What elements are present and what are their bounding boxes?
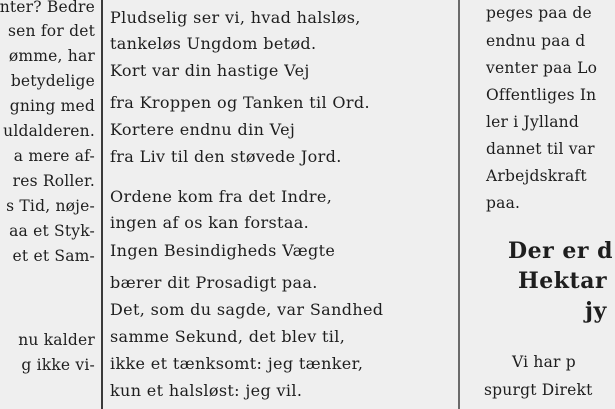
right-column-fragment [472,0,615,409]
left-text-line: g ikke vi- [21,356,95,374]
poem-line: ingen af os kan forstaa. [110,213,310,232]
left-text-line: gning med [9,97,95,115]
poem-line: kun et halsløst: jeg vil. [110,381,303,400]
headline-line: Der er d [508,238,613,264]
left-text-line: betydelige [10,72,95,90]
right-text-line: spurgt Direkt [484,381,593,399]
poem-line: fra Kroppen og Tanken til Ord. [110,93,370,112]
poem-line: bærer dit Prosadigt paa. [110,273,318,292]
left-text-line: res Roller. [12,172,95,190]
right-text-line: venter paa Lo [486,59,598,77]
right-text-line: Arbejdskraft [486,167,587,185]
left-text-line: nter? Bedre [0,0,95,16]
poem-line: Ingen Besindigheds Vægte [110,241,336,260]
right-text-line: peges paa de [486,4,592,22]
left-text-line: aa et Styk- [9,222,95,240]
poem-line: fra Liv til den støvede Jord. [110,147,342,166]
poem-line: Det, som du sagde, var Sandhed [110,300,384,319]
left-text-line: ømme, har [8,47,95,65]
left-text-line: nu kalder [18,331,95,349]
right-text-line: ler i Jylland [486,113,579,131]
right-text-line: dannet til var [486,140,595,158]
headline-line: Hektar [518,268,608,294]
poem-line: Pludselig ser vi, hvad halsløs, [110,8,361,27]
left-column-fragment [0,0,101,409]
left-text-line: s Tid, nøje- [6,197,95,215]
poem-line: tankeløs Ungdom betød. [110,34,317,53]
left-text-line: et et Sam- [12,247,95,265]
left-text-line: sen for det [8,22,95,40]
right-text-line: Vi har p [512,353,576,371]
left-text-line: uldalderen. [3,122,95,140]
right-text-line: Offentliges In [486,86,597,104]
poem-line: Kort var din hastige Vej [110,61,310,80]
poem-line: Ordene kom fra det Indre, [110,187,333,206]
right-text-line: paa. [486,194,521,212]
right-text-line: endnu paa d [486,32,586,50]
poem-line: ikke et tænksomt: jeg tænker, [110,354,364,373]
poem-line: samme Sekund, det blev til, [110,327,346,346]
left-text-line: a mere af- [13,147,95,165]
poem-line: Kortere endnu din Vej [110,120,296,139]
headline-line: jy [585,298,607,324]
poem-column [103,0,455,409]
column-rule [458,0,460,409]
